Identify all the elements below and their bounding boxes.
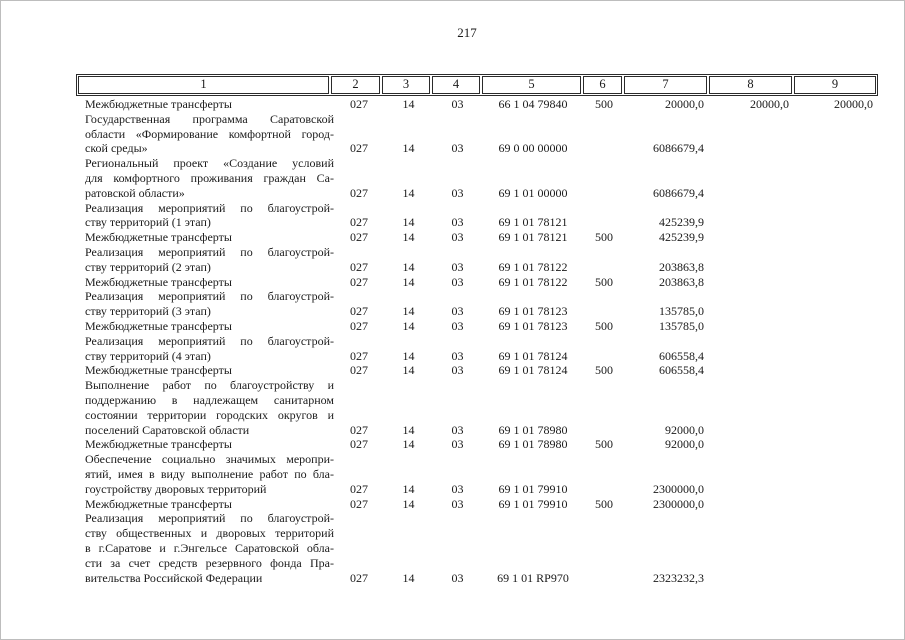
cell-expense-name	[76, 363, 334, 378]
cell-expense-type-code: 500	[595, 318, 613, 333]
header-col-3: 3	[382, 76, 430, 94]
cell-subsection-code: 03	[451, 141, 464, 156]
header-col-1: 1	[78, 76, 329, 94]
cell-amount-total: 2300000,0	[653, 496, 704, 511]
cell-subsection-code: 03	[451, 318, 464, 333]
cell-subsection-code: 03	[451, 481, 464, 496]
expense-name-line: ству общественных и дворовых территорий	[85, 526, 334, 541]
expense-name-line: области «Формирование комфортной город-	[85, 126, 334, 141]
cell-expense-type-code: 500	[595, 97, 613, 111]
expense-name-line: в г.Саратове и г.Энгельсе Саратовской обла-	[85, 540, 334, 555]
cell-subsection-code: 03	[451, 363, 464, 378]
table-row	[76, 497, 878, 512]
cell-expense-name	[76, 319, 334, 334]
cell-section-code: 14	[402, 97, 415, 111]
expense-name-line: Государственная программа Саратовской	[85, 111, 334, 126]
table-row	[76, 334, 878, 364]
table-row	[76, 275, 878, 290]
expense-name-line: Межбюджетные трансферты	[85, 318, 232, 333]
cell-section-code: 14	[402, 185, 415, 200]
cell-section-code: 14	[402, 481, 415, 496]
cell-subsection-code: 03	[451, 348, 464, 363]
expense-name-line: ратовской области»	[85, 185, 185, 200]
expense-name-line: ству территорий (4 этап)	[85, 348, 211, 363]
expense-name-line: Межбюджетные трансферты	[85, 496, 232, 511]
cell-expense-name	[76, 511, 334, 585]
cell-target-article-code: 69 1 01 78123	[498, 304, 568, 319]
expense-name-line: Межбюджетные трансферты	[85, 274, 232, 289]
cell-section-code: 14	[402, 437, 415, 452]
cell-amount-total: 6086679,4	[653, 185, 704, 200]
cell-expense-type-code: 500	[595, 363, 613, 378]
cell-target-article-code: 69 0 00 00000	[498, 141, 568, 156]
cell-expense-name	[76, 201, 334, 231]
cell-target-article-code: 69 1 01 78124	[498, 348, 568, 363]
table-row	[76, 156, 878, 200]
expense-name-line: состоянии территории городских округов и	[85, 407, 334, 422]
expense-name-line: для комфортного проживания граждан Са-	[85, 170, 334, 185]
cell-target-article-code: 66 1 04 79840	[498, 97, 568, 111]
table-row	[76, 319, 878, 334]
cell-target-article-code: 69 1 01 78123	[498, 318, 568, 333]
cell-amount-total: 92000,0	[665, 437, 704, 452]
cell-expense-type-code: 500	[595, 496, 613, 511]
header-col-9: 9	[794, 76, 876, 94]
header-col-4: 4	[432, 76, 480, 94]
expense-name-line: Реализация мероприятий по благоустрой-	[85, 333, 334, 348]
cell-section-code: 14	[402, 259, 415, 274]
cell-target-article-code: 69 1 01 79910	[498, 496, 568, 511]
cell-expense-name	[76, 334, 334, 364]
header-col-5: 5	[482, 76, 581, 94]
expense-name-line: Реализация мероприятий по благоустрой-	[85, 289, 334, 304]
cell-section-code: 14	[402, 348, 415, 363]
expense-name-line: поддержанию в надлежащем санитарном	[85, 392, 334, 407]
cell-subsection-code: 03	[451, 304, 464, 319]
cell-grbs-code: 027	[350, 304, 368, 319]
cell-section-code: 14	[402, 215, 415, 230]
cell-section-code: 14	[402, 318, 415, 333]
cell-expense-name	[76, 97, 334, 112]
page-number: 217	[457, 25, 477, 40]
cell-grbs-code: 027	[350, 570, 368, 585]
cell-section-code: 14	[402, 141, 415, 156]
cell-expense-type-code: 500	[595, 437, 613, 452]
cell-amount-total: 203863,8	[659, 274, 704, 289]
cell-section-code: 14	[402, 363, 415, 378]
cell-amount-total: 606558,4	[659, 363, 704, 378]
expense-name-line: ской среды»	[85, 141, 148, 156]
cell-expense-name	[76, 289, 334, 319]
cell-section-code: 14	[402, 422, 415, 437]
cell-subsection-code: 03	[451, 422, 464, 437]
cell-grbs-code: 027	[350, 481, 368, 496]
cell-amount-total: 2300000,0	[653, 481, 704, 496]
cell-grbs-code: 027	[350, 363, 368, 378]
cell-amount-total: 20000,0	[665, 97, 704, 111]
cell-amount-total: 2323232,3	[653, 570, 704, 585]
table-row	[76, 289, 878, 319]
cell-section-code: 14	[402, 230, 415, 245]
expense-name-line: Межбюджетные трансферты	[85, 363, 232, 378]
cell-amount-total: 203863,8	[659, 259, 704, 274]
cell-grbs-code: 027	[350, 141, 368, 156]
cell-target-article-code: 69 1 01 78122	[498, 274, 568, 289]
expense-name-line: ству территорий (2 этап)	[85, 259, 211, 274]
cell-target-article-code: 69 1 01 78980	[498, 437, 568, 452]
cell-amount-total: 92000,0	[665, 422, 704, 437]
cell-grbs-code: 027	[350, 274, 368, 289]
expense-name-line: Межбюджетные трансферты	[85, 97, 232, 111]
cell-target-article-code: 69 1 01 79910	[498, 481, 568, 496]
cell-target-article-code: 69 1 01 78122	[498, 259, 568, 274]
cell-expense-name	[76, 452, 334, 496]
expense-name-line: Реализация мероприятий по благоустрой-	[85, 244, 334, 259]
cell-subsection-code: 03	[451, 97, 464, 111]
cell-expense-name	[76, 275, 334, 290]
cell-grbs-code: 027	[350, 422, 368, 437]
cell-amount-total: 135785,0	[659, 318, 704, 333]
cell-section-code: 14	[402, 496, 415, 511]
cell-amount-2: 20000,0	[750, 97, 789, 111]
cell-section-code: 14	[402, 304, 415, 319]
expense-name-line: ству территорий (3 этап)	[85, 304, 211, 319]
cell-expense-name	[76, 245, 334, 275]
header-col-6: 6	[583, 76, 622, 94]
expense-name-line: поселений Саратовской области	[85, 422, 250, 437]
cell-amount-3: 20000,0	[834, 97, 873, 111]
cell-grbs-code: 027	[350, 97, 368, 111]
cell-amount-total: 425239,9	[659, 230, 704, 245]
expense-name-line: ству территорий (1 этап)	[85, 215, 211, 230]
expense-name-line: Выполнение работ по благоустройству и	[85, 378, 334, 393]
table-header-row	[76, 74, 878, 96]
expense-name-line: сти за счет средств резервного фонда Пра-	[85, 555, 334, 570]
cell-amount-total: 606558,4	[659, 348, 704, 363]
cell-expense-name	[76, 437, 334, 452]
expense-name-line: Обеспечение социально значимых меропри-	[85, 452, 334, 467]
cell-target-article-code: 69 1 01 78980	[498, 422, 568, 437]
header-col-7: 7	[624, 76, 707, 94]
cell-grbs-code: 027	[350, 348, 368, 363]
table-row	[76, 363, 878, 378]
cell-subsection-code: 03	[451, 259, 464, 274]
cell-expense-name	[76, 156, 334, 200]
expense-name-line: Региональный проект «Создание условий	[85, 156, 334, 171]
table-body	[76, 97, 878, 585]
table-row	[76, 230, 878, 245]
expense-name-line: вительства Российской Федерации	[85, 570, 263, 585]
cell-expense-name	[76, 230, 334, 245]
cell-section-code: 14	[402, 274, 415, 289]
cell-subsection-code: 03	[451, 274, 464, 289]
cell-expense-type-code: 500	[595, 230, 613, 245]
cell-subsection-code: 03	[451, 496, 464, 511]
table-row	[76, 97, 878, 112]
header-col-2: 2	[331, 76, 380, 94]
header-col-8: 8	[709, 76, 792, 94]
cell-section-code: 14	[402, 570, 415, 585]
cell-expense-name	[76, 497, 334, 512]
cell-subsection-code: 03	[451, 230, 464, 245]
cell-grbs-code: 027	[350, 318, 368, 333]
table-row	[76, 112, 878, 156]
cell-grbs-code: 027	[350, 437, 368, 452]
cell-target-article-code: 69 1 01 RP970	[497, 570, 569, 585]
table-row	[76, 437, 878, 452]
cell-amount-total: 425239,9	[659, 215, 704, 230]
cell-subsection-code: 03	[451, 185, 464, 200]
cell-grbs-code: 027	[350, 496, 368, 511]
cell-subsection-code: 03	[451, 570, 464, 585]
cell-subsection-code: 03	[451, 215, 464, 230]
table-row	[76, 201, 878, 231]
expense-name-line: Межбюджетные трансферты	[85, 437, 232, 452]
expense-name-line: Реализация мероприятий по благоустрой-	[85, 511, 334, 526]
expense-name-line: гоустройству дворовых территорий	[85, 481, 267, 496]
cell-expense-name	[76, 378, 334, 437]
cell-grbs-code: 027	[350, 215, 368, 230]
cell-target-article-code: 69 1 01 78124	[498, 363, 568, 378]
cell-amount-total: 6086679,4	[653, 141, 704, 156]
expense-name-line: Реализация мероприятий по благоустрой-	[85, 200, 334, 215]
cell-expense-type-code: 500	[595, 274, 613, 289]
cell-grbs-code: 027	[350, 230, 368, 245]
cell-target-article-code: 69 1 01 78121	[498, 215, 568, 230]
cell-target-article-code: 69 1 01 00000	[498, 185, 568, 200]
table-row	[76, 452, 878, 496]
cell-grbs-code: 027	[350, 259, 368, 274]
budget-table	[76, 74, 878, 585]
table-row	[76, 378, 878, 437]
table-row	[76, 511, 878, 585]
cell-subsection-code: 03	[451, 437, 464, 452]
expense-name-line: Межбюджетные трансферты	[85, 230, 232, 245]
cell-target-article-code: 69 1 01 78121	[498, 230, 568, 245]
table-row	[76, 245, 878, 275]
cell-amount-total: 135785,0	[659, 304, 704, 319]
cell-expense-name	[76, 112, 334, 156]
cell-grbs-code: 027	[350, 185, 368, 200]
expense-name-line: ятий, имея в виду выполнение работ по бла-	[85, 466, 334, 481]
